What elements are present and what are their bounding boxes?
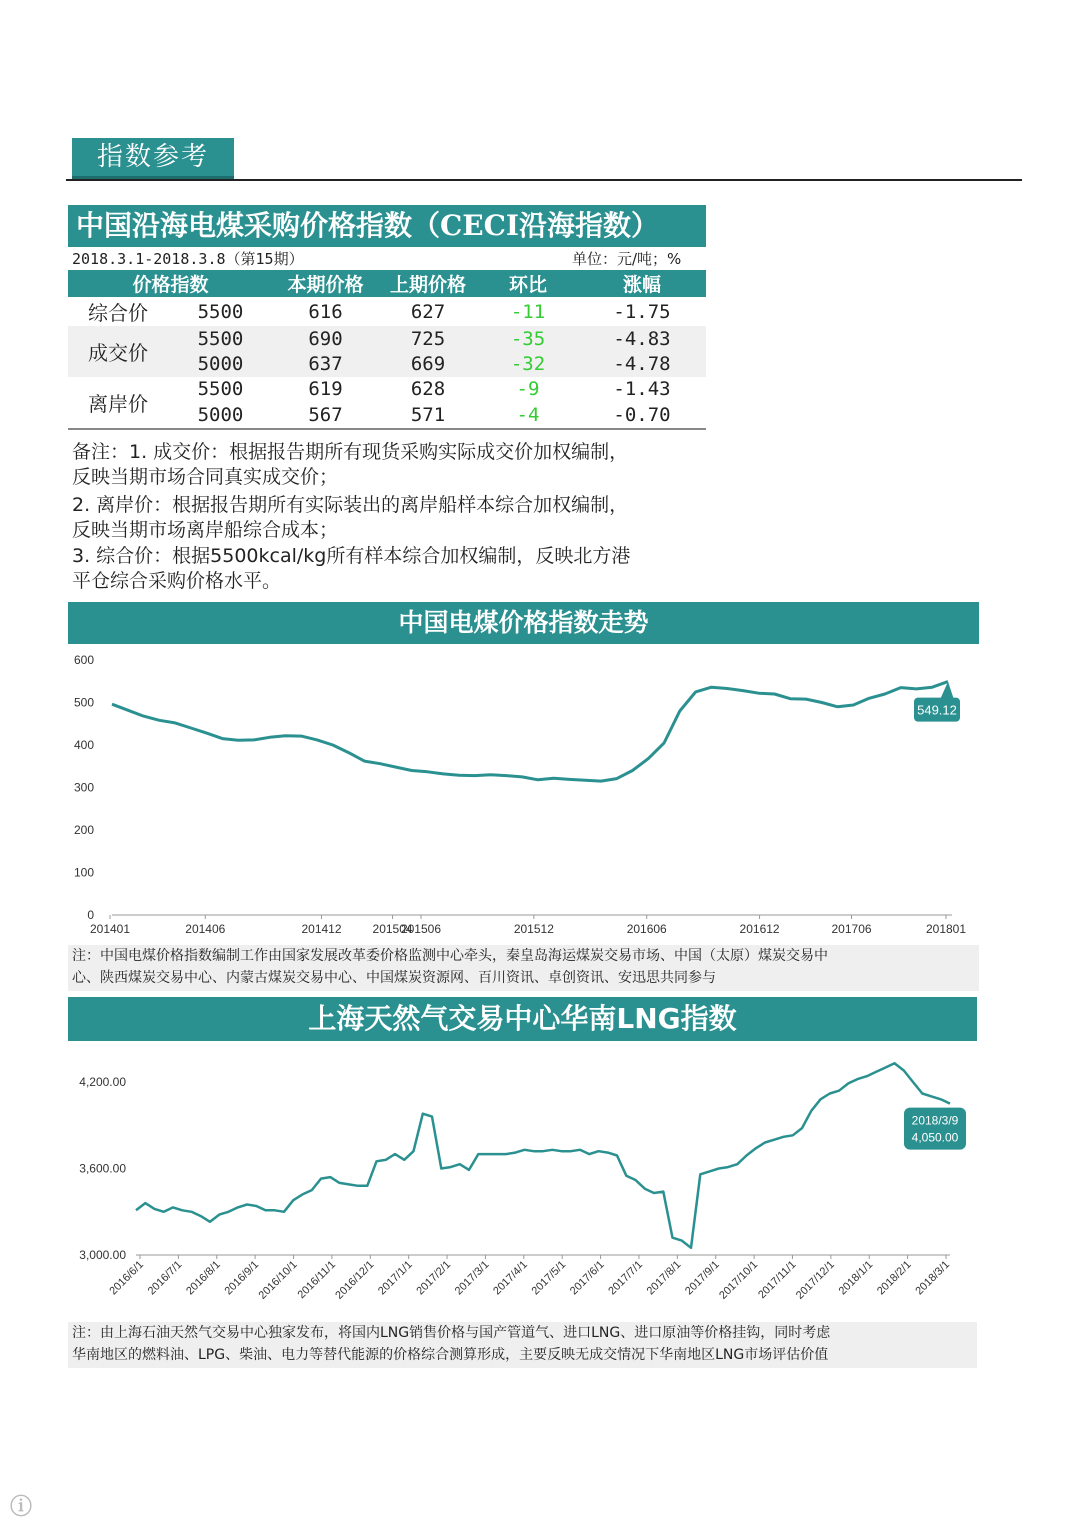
- row-mom: -35: [478, 326, 578, 351]
- x-tick-label: 2018/2/1: [874, 1258, 914, 1298]
- row-category: 离岸价: [68, 377, 168, 429]
- row-current: 616: [308, 300, 343, 323]
- lng-note-line: 注：由上海石油天然气交易中心独家发布，将国内LNG销售价格与国产管道气、进口LNG、进口原油等价格挂钩，同时考虑: [72, 1325, 831, 1341]
- section-divider: [66, 179, 1022, 181]
- ceci-note-line: 3. 综合价：根据5500kcal/kg所有样本综合加权编制，反映北方港: [72, 545, 631, 567]
- row-current: 619: [308, 378, 343, 401]
- row-change: -4.83: [578, 326, 706, 351]
- row-change: -4.78: [578, 351, 706, 376]
- y-tick-label: 3,600.00: [79, 1161, 126, 1176]
- x-tick-label: 2017/3/1: [452, 1258, 492, 1298]
- x-tick-label: 2017/2/1: [414, 1258, 454, 1298]
- row-category: 成交价: [68, 326, 168, 377]
- x-tick-label: 2017/11/1: [756, 1258, 799, 1302]
- x-tick-label: 201706: [831, 922, 872, 936]
- row-mom: -32: [478, 351, 578, 376]
- table-row: [68, 326, 706, 351]
- x-tick-label: 2017/4/1: [491, 1258, 530, 1298]
- y-tick-label: 300: [73, 780, 94, 795]
- x-tick-label: 2017/1/1: [376, 1258, 415, 1298]
- y-tick-label: 600: [73, 653, 94, 667]
- x-tick-label: 201401: [89, 922, 131, 936]
- row-mom: -9: [516, 378, 540, 401]
- ceci-unit: 单位：元/吨；%: [572, 250, 682, 268]
- x-tick-label: 201606: [626, 922, 667, 936]
- row-previous: 669: [378, 351, 478, 376]
- x-tick-label: 201506: [400, 922, 442, 936]
- section-tab: 指数参考: [72, 138, 234, 179]
- coal-note-line: 心、陕西煤炭交易中心、内蒙古煤炭交易中心、中国煤炭资源网、百川资讯、卓创资讯、安迅思共同参与: [72, 970, 716, 986]
- x-tick-label: 2017/6/1: [567, 1258, 607, 1298]
- ceci-note-line: 反映当期市场合同真实成交价；: [72, 466, 339, 488]
- watermark-logo: ⓘ: [10, 1495, 33, 1520]
- row-mom: -11: [510, 300, 546, 323]
- x-tick-label: 2018/1/1: [836, 1258, 876, 1298]
- x-tick-label: 2017/7/1: [606, 1258, 646, 1298]
- table-row: [68, 377, 706, 402]
- y-tick-label: 500: [73, 695, 94, 710]
- lng-chart-banner: 上海天然气交易中心华南LNG指数: [68, 997, 977, 1041]
- lng-chart-note: [68, 1322, 977, 1368]
- x-tick-label: 2018/3/1: [913, 1258, 953, 1298]
- row-previous: 725: [378, 326, 478, 351]
- callout-value: 4,050.00: [911, 1130, 959, 1145]
- ceci-note-line: 反映当期市场离岸船综合成本；: [72, 519, 339, 541]
- ceci-note-line: 2. 离岸价：根据报告期所有实际装出的离岸船样本综合加权编制，: [72, 494, 629, 516]
- table-row: [68, 297, 706, 326]
- row-category: 综合价: [88, 301, 148, 325]
- x-tick-label: 2016/11/1: [295, 1258, 339, 1302]
- coal-chart-banner: 中国电煤价格指数走势: [68, 602, 979, 644]
- coal-price-chart: [68, 646, 979, 942]
- x-tick-label: 2017/8/1: [644, 1258, 684, 1298]
- x-tick-label: 2016/6/1: [107, 1258, 147, 1298]
- y-tick-label: 4,200.00: [79, 1075, 126, 1089]
- coal-chart-note: [68, 945, 979, 991]
- header-current: 本期价格: [273, 270, 378, 297]
- x-tick-label: 201412: [301, 922, 342, 936]
- coal-series-line: [112, 682, 948, 782]
- x-tick-label: 2016/10/1: [256, 1258, 300, 1302]
- header-change: 涨幅: [578, 270, 706, 297]
- row-grade: 5000: [168, 402, 273, 428]
- y-tick-label: 400: [73, 738, 94, 752]
- lng-series-line: [136, 1063, 950, 1248]
- row-grade: 5500: [197, 300, 244, 323]
- y-tick-label: 100: [73, 865, 94, 880]
- x-tick-label: 2016/12/1: [333, 1258, 377, 1302]
- header-previous: 上期价格: [378, 270, 478, 297]
- row-previous: 628: [410, 378, 446, 401]
- row-current: 690: [273, 326, 378, 351]
- ceci-note-line: 平仓综合采购价格水平。: [72, 570, 282, 592]
- x-tick-label: 2017/12/1: [793, 1258, 837, 1302]
- x-tick-label: 201801: [925, 922, 967, 936]
- x-tick-label: 201612: [739, 922, 780, 936]
- row-grade: 5000: [168, 351, 273, 376]
- row-grade: 5500: [168, 326, 273, 351]
- row-current: 567: [273, 402, 378, 428]
- callout-date: 2018/3/9: [911, 1113, 959, 1128]
- y-tick-label: 0: [87, 908, 94, 922]
- ceci-table: [68, 270, 706, 430]
- x-tick-label: 2016/7/1: [145, 1258, 185, 1298]
- x-tick-label: 2017/10/1: [717, 1258, 761, 1302]
- y-tick-label: 200: [73, 823, 94, 837]
- x-tick-label: 201406: [185, 922, 226, 936]
- x-tick-label: 2016/9/1: [222, 1258, 262, 1298]
- header-mom: 环比: [478, 270, 578, 297]
- ceci-header-row: [68, 270, 706, 297]
- y-tick-label: 3,000.00: [79, 1248, 126, 1262]
- row-grade: 5500: [197, 378, 244, 401]
- row-current: 637: [273, 351, 378, 376]
- row-change: -1.75: [613, 300, 671, 323]
- coal-note-line: 注：中国电煤价格指数编制工作由国家发展改革委价格监测中心牵头，秦皇岛海运煤炭交易市场、中国（太原）煤炭交易中: [72, 948, 828, 964]
- x-tick-label: 2016/8/1: [184, 1258, 223, 1298]
- header-price-index: 价格指数: [68, 270, 273, 297]
- row-mom: -4: [478, 402, 578, 428]
- callout-value: 549.12: [917, 702, 957, 718]
- x-tick-label: 2017/5/1: [529, 1258, 569, 1298]
- x-tick-label: 201504: [372, 922, 413, 936]
- row-change: -0.70: [578, 402, 706, 428]
- ceci-title: 中国沿海电煤采购价格指数（CECI沿海指数）: [68, 205, 706, 247]
- ceci-note-line: 备注：1. 成交价：根据报告期所有现货采购实际成交价加权编制，: [72, 441, 629, 463]
- lng-note-line: 华南地区的燃料油、LPG、柴油、电力等替代能源的价格综合测算形成，主要反映无成交情况下华南地区LNG市场评估价值: [72, 1347, 829, 1363]
- row-change: -1.43: [613, 378, 671, 401]
- row-previous: 571: [378, 402, 478, 428]
- ceci-period: 2018.3.1-2018.3.8（第15期）: [72, 250, 304, 268]
- x-tick-label: 201512: [513, 922, 554, 936]
- lng-index-chart: [68, 1044, 977, 1320]
- x-tick-label: 2017/9/1: [683, 1258, 722, 1298]
- row-previous: 627: [410, 300, 446, 323]
